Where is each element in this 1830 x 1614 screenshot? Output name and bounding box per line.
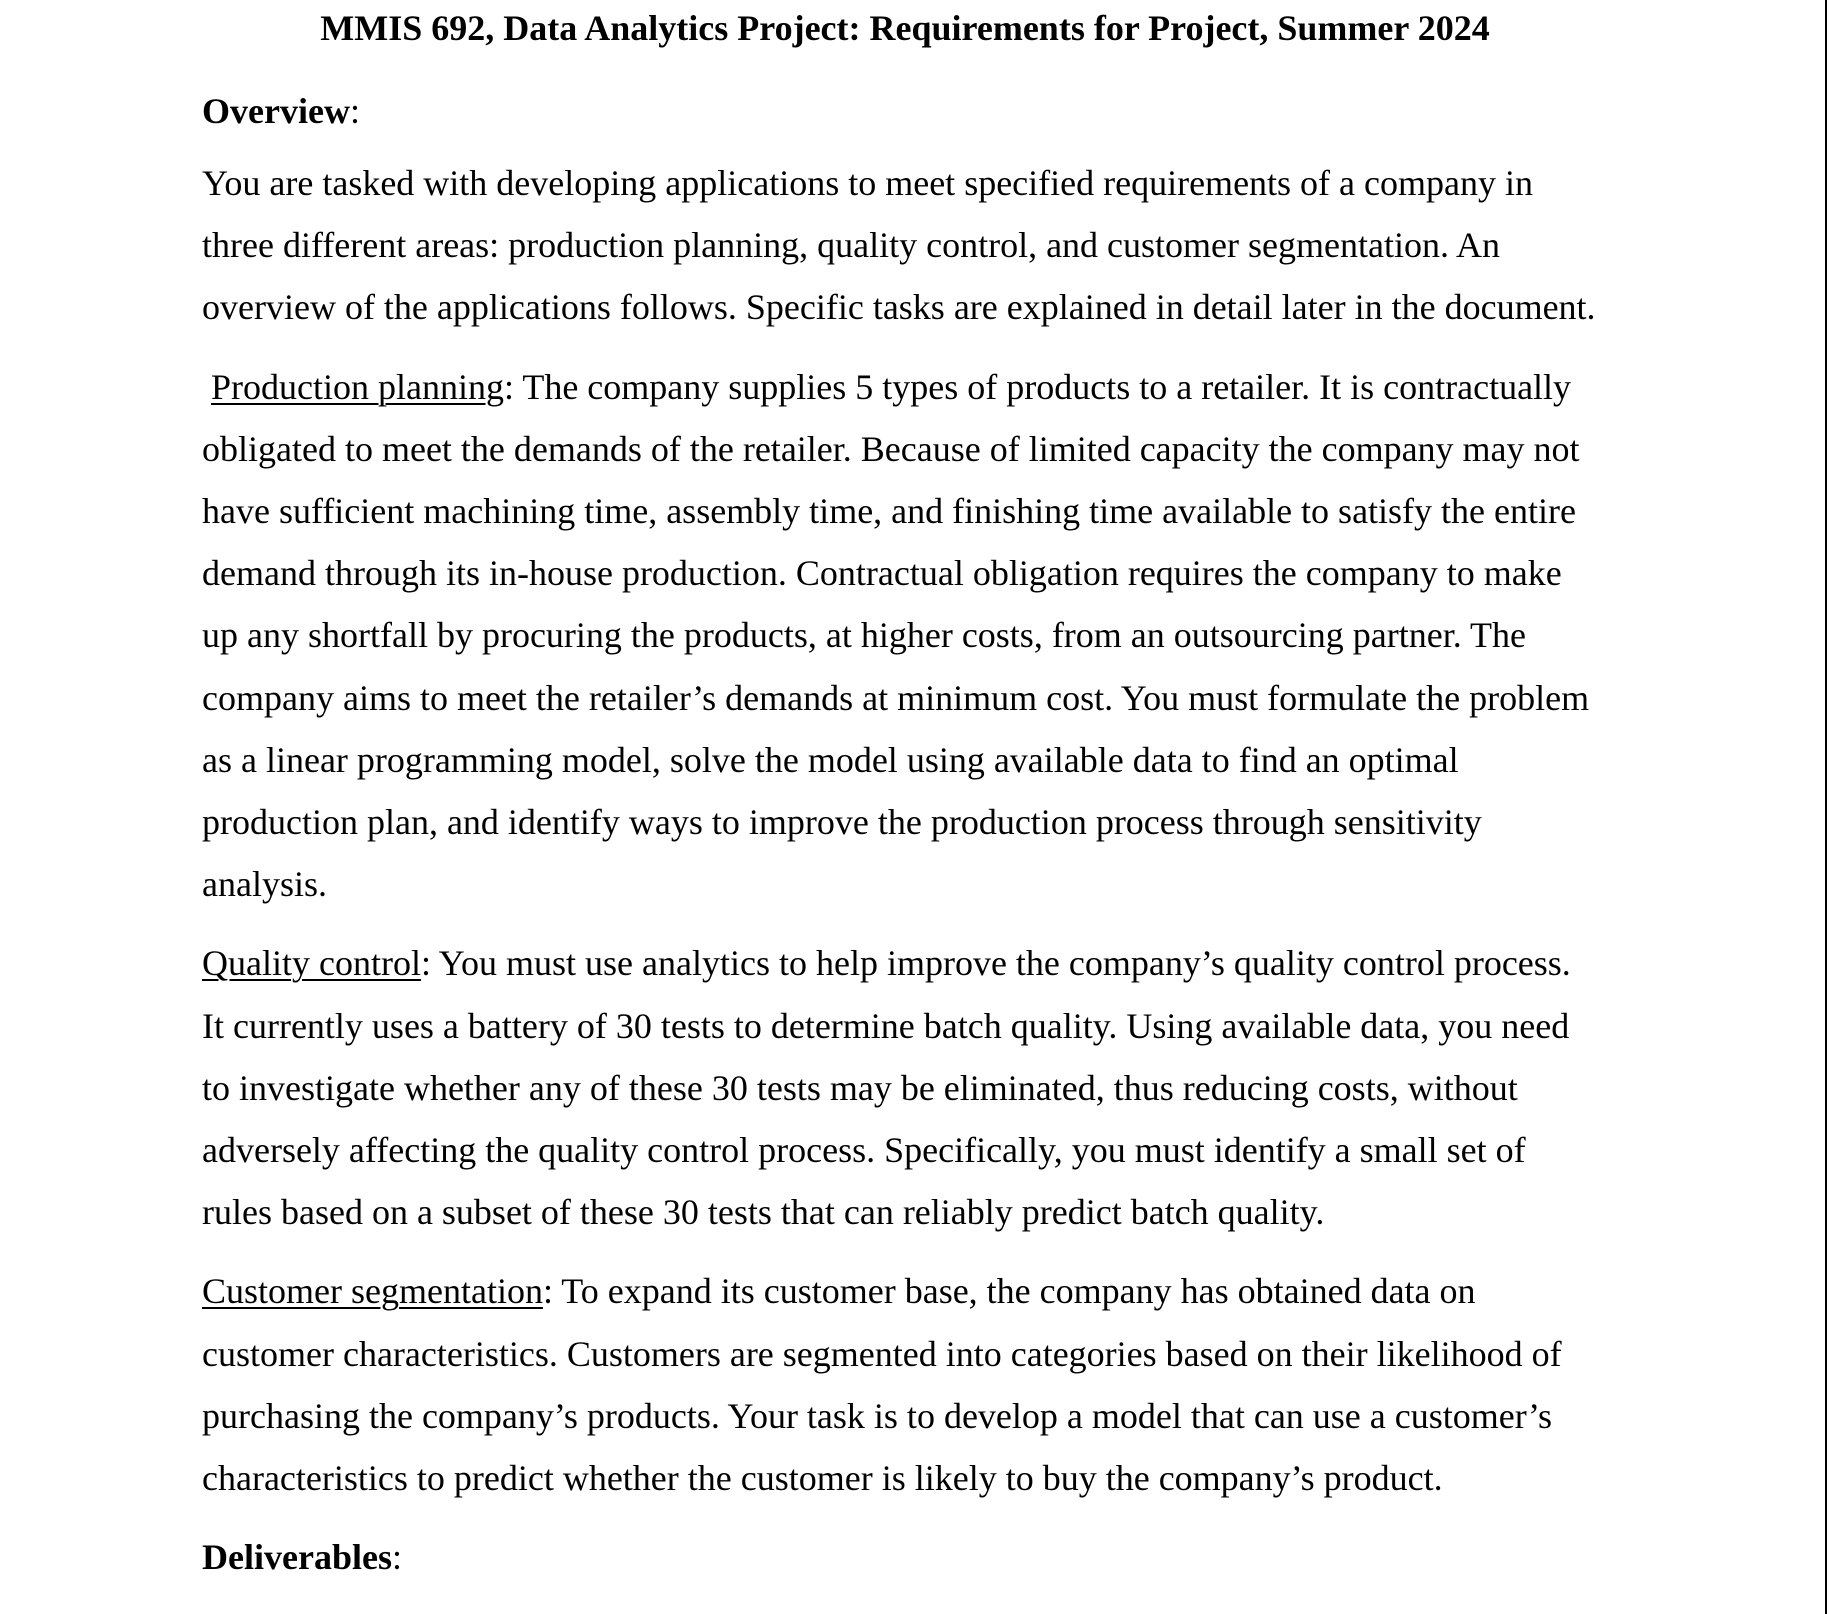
document-title: MMIS 692, Data Analytics Project: Requirements for Project, Summer 2024 xyxy=(320,8,1490,48)
document-body xyxy=(202,80,1602,1588)
quality-control-line: rules based on a subset of these 30 tests that can reliably predict batch quality. xyxy=(202,1192,1325,1233)
quality-control-line: It currently uses a battery of 30 tests to determine batch quality. Using available data, you need xyxy=(202,1005,1570,1046)
overview-line: three different areas: production planning, quality control, and customer segmentation. An xyxy=(202,225,1500,266)
customer-segmentation-label: Customer segmentation xyxy=(202,1271,543,1312)
customer-segmentation-paragraph xyxy=(202,1260,1602,1509)
quality-control-line: : You must use analytics to help improve the company’s quality control process. xyxy=(420,943,1571,984)
production-planning-line: up any shortfall by procuring the products, at higher costs, from an outsourcing partner. The xyxy=(202,615,1527,656)
overview-heading xyxy=(202,80,1602,142)
overview-line: overview of the applications follows. Specific tasks are explained in detail later in the document. xyxy=(202,287,1596,328)
deliverables-heading-colon: : xyxy=(391,1537,402,1578)
production-planning-line: have sufficient machining time, assembly time, and finishing time available to satisfy the entire xyxy=(202,491,1576,532)
production-planning-line: as a linear programming model, solve the model using available data to find an optimal xyxy=(202,739,1459,780)
production-planning-line: obligated to meet the demands of the retailer. Because of limited capacity the company may not xyxy=(202,428,1580,469)
customer-segmentation-line: purchasing the company’s products. Your task is to develop a model that can use a customer’s xyxy=(202,1395,1553,1436)
overview-heading-colon: : xyxy=(349,91,360,131)
production-planning-line: : The company supplies 5 types of products to a retailer. It is contractually xyxy=(503,366,1572,407)
production-planning-first-line xyxy=(202,356,1602,418)
production-planning-label: Production planning xyxy=(211,366,504,407)
quality-control-first-line xyxy=(202,932,1602,994)
overview-heading-text: Overview xyxy=(202,91,350,131)
quality-control-line: to investigate whether any of these 30 tests may be eliminated, thus reducing costs, without xyxy=(202,1067,1518,1108)
page-edge-divider xyxy=(1825,0,1827,1614)
customer-segmentation-first-line xyxy=(202,1260,1602,1322)
production-planning-line: demand through its in-house production. Contractual obligation requires the company to make xyxy=(202,553,1562,594)
quality-control-label: Quality control xyxy=(202,943,421,984)
quality-control-line: adversely affecting the quality control process. Specifically, you must identify a small set of xyxy=(202,1130,1526,1171)
overview-line: You are tasked with developing applications to meet specified requirements of a company in xyxy=(202,163,1533,203)
quality-control-paragraph xyxy=(202,932,1602,1243)
overview-paragraph xyxy=(202,152,1602,339)
production-planning-paragraph xyxy=(202,356,1602,916)
production-planning-line: analysis. xyxy=(202,864,327,905)
production-planning-line: production plan, and identify ways to improve the production process through sensitivity xyxy=(202,802,1482,843)
deliverables-heading xyxy=(202,1526,1602,1588)
customer-segmentation-line: characteristics to predict whether the customer is likely to buy the company’s product. xyxy=(202,1458,1443,1499)
customer-segmentation-line: customer characteristics. Customers are segmented into categories based on their likelihood of xyxy=(202,1333,1562,1374)
production-planning-line: company aims to meet the retailer’s demands at minimum cost. You must formulate the problem xyxy=(202,677,1590,718)
deliverables-heading-text: Deliverables xyxy=(202,1537,392,1578)
customer-segmentation-line: : To expand its customer base, the company has obtained data on xyxy=(542,1271,1476,1312)
